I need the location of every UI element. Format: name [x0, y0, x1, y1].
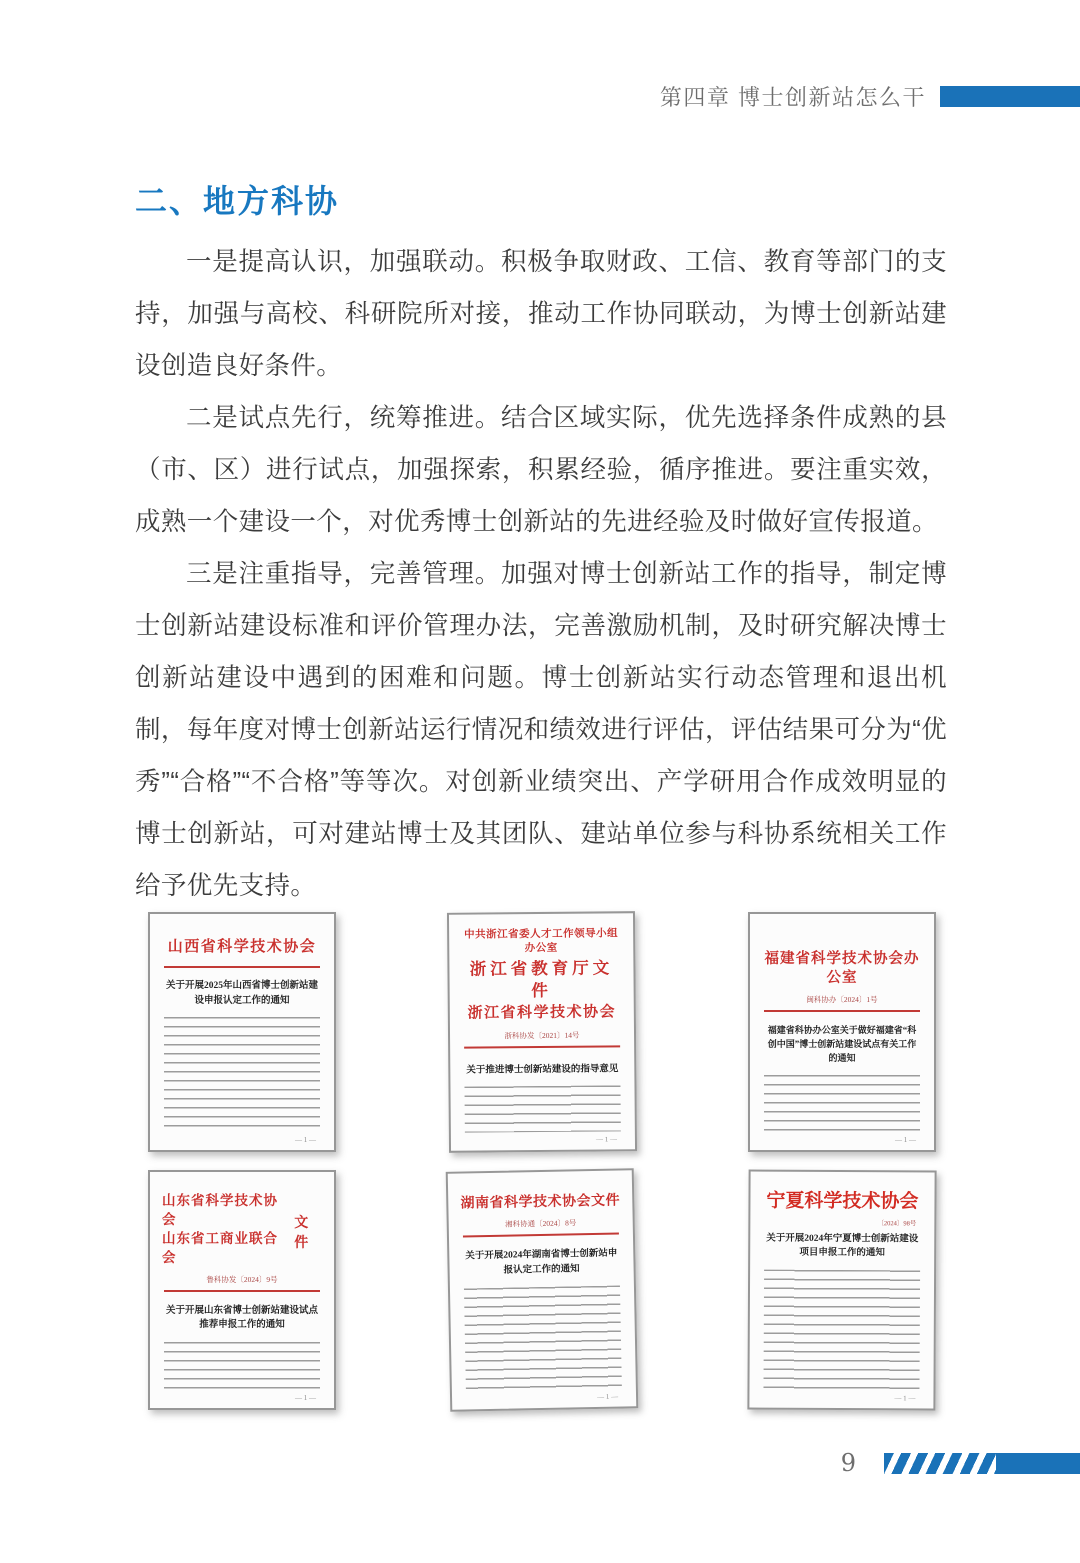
letterhead [162, 1192, 322, 1268]
document-body-text-placeholder [164, 1342, 320, 1390]
document-thumbnail-fujian [748, 912, 936, 1152]
document-page-footer: — 1 — [895, 1136, 916, 1144]
document-thumbnail-shandong [148, 1170, 336, 1410]
letterhead-line-1: 中共浙江省委人才工作领导小组办公室 [464, 928, 619, 954]
document-title: 关于推进博士创新站建设的指导意见 [466, 1063, 619, 1076]
letterhead-line-2: 山东省工商业联合会 [162, 1230, 278, 1265]
document-page-footer: — 1 — [295, 1394, 316, 1402]
document-page-footer: — 1 — [894, 1394, 916, 1403]
letterhead: 山西省科学技术协会 [167, 939, 317, 955]
document-title: 关于开展山东省博士创新站建设试点推荐申报工作的通知 [165, 1305, 318, 1331]
document-number: 湘科协通〔2024〕8号 [505, 1218, 577, 1229]
document-body-text-placeholder [464, 1086, 620, 1133]
letterhead-divider [164, 966, 320, 969]
section-title: 二、地方科协 [135, 183, 340, 219]
footer-accent-bar [996, 1453, 1080, 1474]
body-paragraph-2: 二是试点先行，统筹推进。结合区域实际，优先选择条件成熟的县（市、区）进行试点，加强探索，积累经验，循序推进。要注重实效，成熟一个建设一个，对优秀博士创新站的先进经验及时做好宣传报道。 [135, 404, 947, 536]
document-number: 〔2024〕98号 [877, 1219, 917, 1228]
header-accent-bar [940, 86, 1080, 107]
document-thumbnail-hunan [446, 1168, 639, 1412]
letterhead: 湖南省科学技术协会文件 [460, 1193, 621, 1212]
document-body-text-placeholder [164, 1017, 320, 1132]
document-body-text-placeholder [763, 1270, 920, 1391]
document-title: 福建省科协办公室关于做好福建省“科创中国”博士创新站建设试点有关工作的通知 [767, 1024, 917, 1063]
document-thumbnail-shanxi [148, 912, 336, 1152]
document-number: 鲁科协发〔2024〕9号 [206, 1274, 278, 1284]
letterhead-line-2: 浙江省教育厅文件 [469, 958, 614, 1000]
letterhead-lines [162, 1192, 291, 1268]
page-footer [0, 1449, 1080, 1477]
main-content [135, 176, 947, 912]
document-thumbnail-ningxia [747, 1170, 936, 1411]
document-number: 浙科协发〔2021〕14号 [504, 1030, 580, 1040]
body-paragraph-1: 一是提高认识，加强联动。积极争取财政、工信、教育等部门的支持，加强与高校、科研院所对接，推动工作协同联动，为博士创新站建设创造良好条件。 [135, 248, 947, 380]
document-thumbnails-grid [148, 912, 936, 1410]
document-page-footer: — 1 — [596, 1392, 619, 1401]
chapter-header-text: 第四章 博士创新站怎么干 [659, 84, 926, 110]
document-page-footer: — 1 — [295, 1136, 316, 1144]
running-header [0, 84, 1080, 108]
letterhead-divider [463, 1233, 619, 1238]
letterhead-divider [764, 1010, 920, 1012]
document-number: 闽科协办〔2024〕1号 [806, 994, 878, 1004]
letterhead: 宁夏科学技术协会 [766, 1190, 919, 1213]
letterhead-suffix: 文件 [294, 1215, 309, 1251]
letterhead: 福建省科学技术协会办公室 [764, 951, 920, 986]
document-body-text-placeholder [464, 1285, 622, 1391]
letterhead-line-3: 浙江省科学技术协会 [467, 1004, 617, 1022]
letterhead-divider [464, 1045, 620, 1048]
body-paragraph-3: 三是注重指导，完善管理。加强对博士创新站工作的指导，制定博士创新站建设标准和评价管理办法，完善激励机制，及时研究解决博士创新站建设中遇到的困难和问题。博士创新站实行动态管理和退出机制，每年度对博士创新站运行情况和绩效进行评估，评估结果可分为“优秀”“合格”“不合格”等等次。对创新业绩突出、产学研用合作成效明显的博士创新站，可对建站博士及其团队、建站单位参与科协系统相关工作给予优先支持。 [135, 560, 947, 900]
document-title: 关于开展2024年湖南省博士创新站申报认定工作的通知 [465, 1248, 618, 1276]
letterhead-divider [164, 1290, 320, 1292]
document-page-footer: — 1 — [595, 1135, 617, 1144]
diagonal-stripes-decoration [884, 1453, 996, 1474]
document-thumbnail-zhejiang [447, 911, 637, 1153]
document-title: 关于开展2025年山西省博士创新站建设申报认定工作的通知 [165, 981, 318, 1006]
document-title: 关于开展2024年宁夏博士创新站建设项目申报工作的通知 [766, 1233, 919, 1259]
document-body-text-placeholder [764, 1075, 920, 1133]
page-number: 9 [840, 1449, 856, 1477]
letterhead-line-1: 山东省科学技术协会 [162, 1193, 278, 1227]
